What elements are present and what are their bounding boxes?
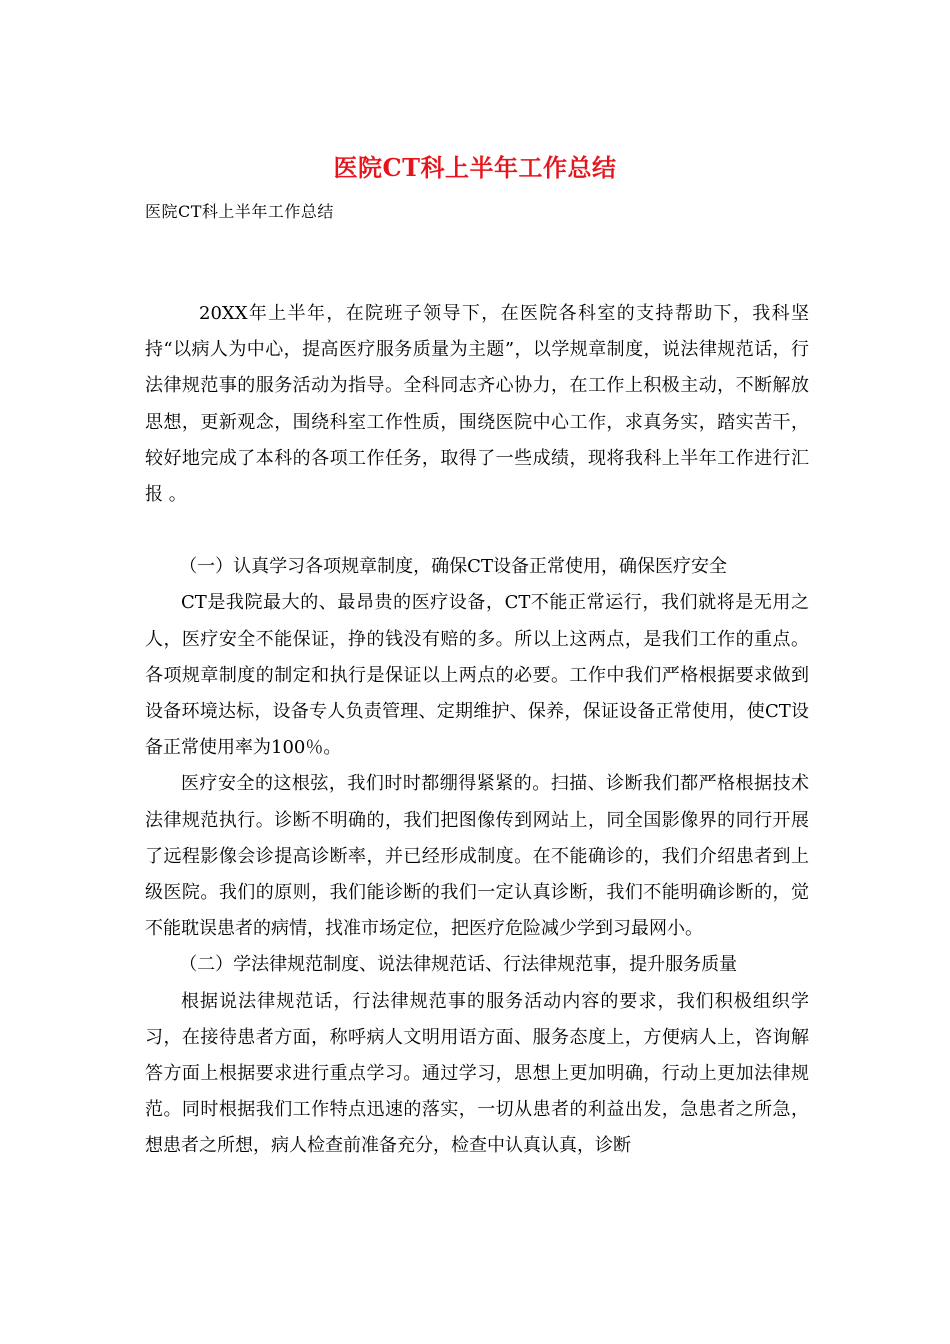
intro-paragraph: 20XX年上半年，在院班子领导下，在医院各科室的支持帮助下，我科坚持“以病人为中心，提高医疗服务质量为主题”，以学规章制度，说法律规范话，行法律规范事的服务活动为指导。全科同志齐心协力，在工作上积极主动，不断解放思想，更新观念，围绕科室工作性质，围绕医院中心工作，求真务实，踏实苦干，较好地完成了本科的各项工作任务，取得了一些成绩，现将我科上半年工作进行汇报 。 bbox=[145, 303, 809, 506]
document-subtitle: 医院CT科上半年工作总结 bbox=[145, 202, 334, 221]
document-body bbox=[145, 296, 809, 1165]
paragraph-gap bbox=[145, 513, 809, 549]
section-heading-2: （二）学法律规范制度、说法律规范话、行法律规范事，提升服务质量 bbox=[179, 954, 738, 976]
section-2-paragraph-1: 根据说法律规范话，行法律规范事的服务活动内容的要求，我们积极组织学习，在接待患者方面，称呼病人文明用语方面、服务态度上，方便病人上，咨询解答方面上根据要求进行重点学习。通过学习，思想上更加明确，行动上更加法律规范。同时根据我们工作特点迅速的落实，一切从患者的利益出发，急患者之所急，想患者之所想，病人检查前准备充分，检查中认真认真，诊断 bbox=[145, 990, 809, 1157]
section-1-paragraph-2: 医疗安全的这根弦，我们时时都绷得紧紧的。扫描、诊断我们都严格根据技术法律规范执行。诊断不明确的，我们把图像传到网站上，同全国影像界的同行开展了远程影像会诊提高诊断率，并已经形成制度。在不能确诊的，我们介绍患者到上级医院。我们的原则，我们能诊断的我们一定认真诊断，我们不能明确诊断的，觉不能耽误患者的病情，找准市场定位，把医疗危险减少学到习最网小。 bbox=[145, 773, 809, 940]
document-title: 医院CT科上半年工作总结 bbox=[333, 153, 617, 182]
section-heading-1: （一）认真学习各项规章制度，确保CT设备正常使用，确保医疗安全 bbox=[179, 556, 727, 578]
section-1-paragraph-1: CT是我院最大的、最昂贵的医疗设备，CT不能正常运行，我们就将是无用之人，医疗安全不能保证，挣的钱没有赔的多。所以上这两点，是我们工作的重点。各项规章制度的制定和执行是保证以上两点的必要。工作中我们严格根据要求做到设备环境达标，设备专人负责管理、定期维护、保养，保证设备正常使用，使CT设备正常使用率为100％。 bbox=[145, 592, 809, 759]
